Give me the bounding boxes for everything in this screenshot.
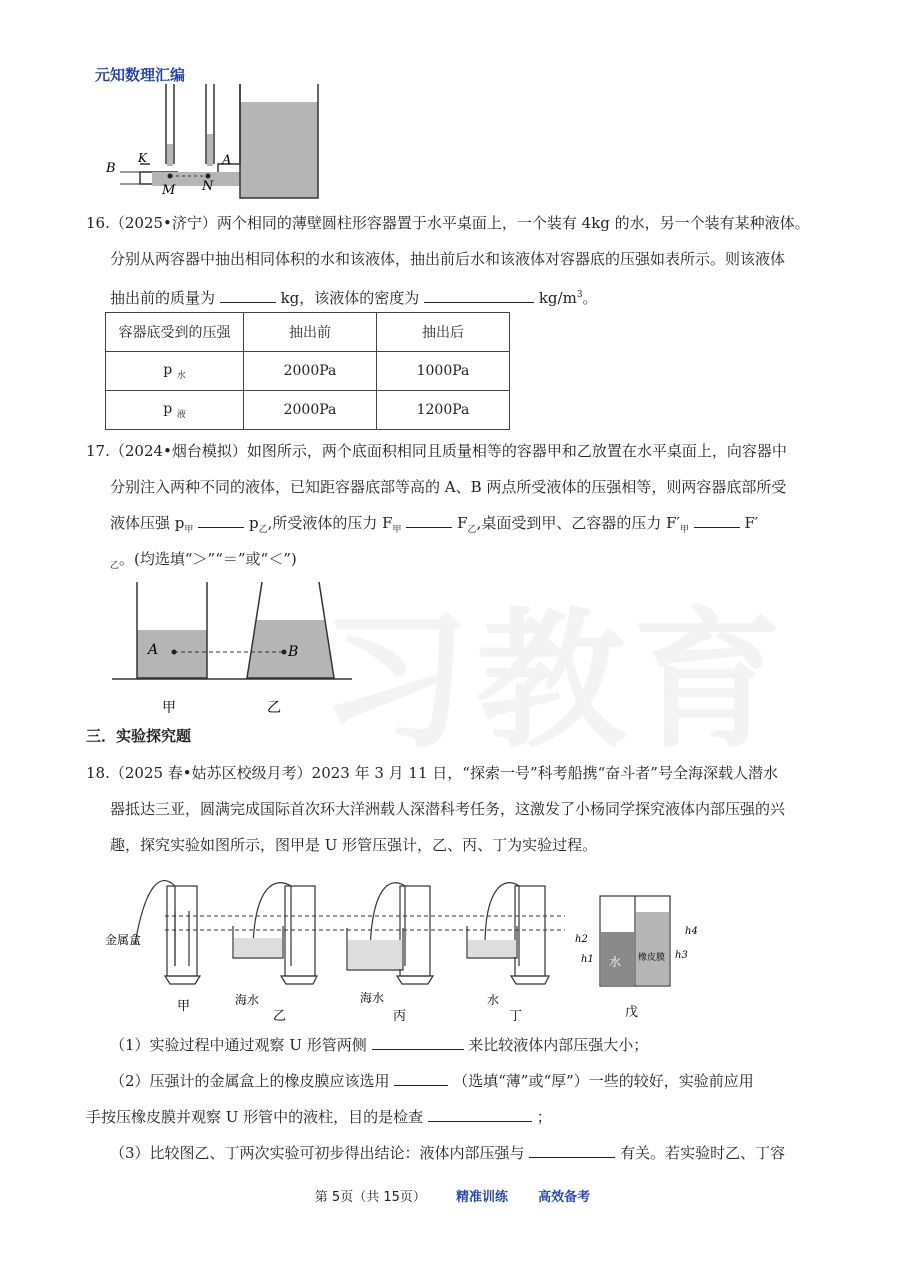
table-cell: p $_水$	[106, 352, 244, 391]
answer-blank[interactable]	[220, 288, 276, 303]
answer-blank[interactable]	[424, 288, 534, 303]
label-yi: 乙	[273, 1009, 287, 1024]
table-header: 抽出后	[377, 313, 510, 352]
table-row	[106, 391, 510, 430]
answer-blank[interactable]	[406, 513, 452, 528]
answer-blank[interactable]	[428, 1107, 532, 1122]
label-seawater-2: 海水	[360, 991, 385, 1005]
q17-line2: 分别注入两种不同的液体，已知距容器底部等高的 A、B 两点所受液体的压强相等，则两容器底部所受	[110, 478, 787, 496]
label-membrane: 橡皮膜	[638, 953, 666, 963]
label-jia: 甲	[162, 700, 176, 716]
label-ding: 丁	[509, 1009, 523, 1024]
q18-p1: （1）实验过程中通过观察 U 形管两侧 来比较液体内部压强大小；	[110, 1036, 649, 1054]
q17-line4: $_乙$。(均选填“＞”“＝”或“＜”)	[110, 550, 297, 571]
table-header: 抽出前	[244, 313, 377, 352]
label-a: A	[222, 153, 232, 168]
label-b: B	[106, 161, 116, 176]
q18-p2: （2）压强计的金属盒上的橡皮膜应该选用 （选填“薄”或“厚”）一些的较好，实验前应用	[110, 1072, 754, 1090]
table-cell: 1000Pa	[377, 352, 510, 391]
pressure-table	[105, 312, 510, 430]
q18-line2: 器抵达三亚，圆满完成国际首次环大洋洲载人深潜科考任务，这激发了小杨同学探究液体内部压强的兴	[110, 800, 786, 818]
table-row	[106, 352, 510, 391]
label-water: 水	[487, 993, 500, 1007]
table-header-row	[106, 313, 510, 352]
table-cell: 1200Pa	[377, 391, 510, 430]
label-seawater-1: 海水	[235, 993, 260, 1007]
table-cell: 2000Pa	[244, 352, 377, 391]
u-tube-experiment-figure	[105, 866, 705, 1026]
q16-line2: 分别从两容器中抽出相同体积的水和该液体，抽出前后水和该液体对容器底的压强如表所示。则该液体	[110, 250, 786, 268]
answer-blank[interactable]	[372, 1035, 464, 1050]
label-wu: 戊	[625, 1005, 639, 1020]
brand-header: 元知数理汇编	[95, 66, 186, 84]
label-metal-box: 金属盒	[105, 933, 142, 947]
q18-line3: 趣，探究实验如图所示，图甲是 U 形管压强计，乙、丙、丁为实验过程。	[110, 836, 598, 854]
label-h4: h4	[685, 926, 698, 937]
section-title: 三．实验探究题	[86, 727, 192, 745]
q16-line1: 16.（2025•济宁）两个相同的薄壁圆柱形容器置于水平桌面上，一个装有 4kg 的水，另一个装有某种液体。	[86, 214, 810, 232]
label-h2: h2	[575, 934, 588, 945]
answer-blank[interactable]	[529, 1143, 615, 1158]
label-water-in-box: 水	[609, 955, 622, 969]
label-jia: 甲	[177, 999, 191, 1014]
table-cell: p $_液$	[106, 391, 244, 430]
answer-blank[interactable]	[198, 513, 244, 528]
label-n: N	[202, 179, 214, 194]
label-bing: 丙	[393, 1009, 407, 1024]
containers-figure	[112, 578, 362, 718]
q17-line1: 17.（2024•烟台模拟）如图所示，两个底面积相同且质量相等的容器甲和乙放置在水平桌面上，向容器中	[86, 442, 787, 460]
label-h3: h3	[675, 950, 688, 961]
label-a: A	[148, 642, 159, 658]
q16-line3: 抽出前的质量为 kg，该液体的密度为 $kg/m^3$。	[110, 289, 598, 307]
q17-line3: 液体压强 $p_甲$ $p_乙$,所受液体的压力 $F_甲$ $F_乙$,桌面受到甲、乙容器的压力 $F'_甲$ F′	[110, 514, 759, 535]
answer-blank[interactable]	[694, 513, 740, 528]
page-footer: 第 5页（共 15页） 精准训练 高效备考	[314, 1190, 591, 1205]
answer-blank[interactable]	[394, 1071, 448, 1086]
connected-vessel-figure	[100, 84, 330, 204]
q18-p2-cont: 手按压橡皮膜并观察 U 形管中的液柱，目的是检查 ；	[86, 1108, 552, 1126]
q18-p3: （3）比较图乙、丁两次实验可初步得出结论：液体内部压强与 有关。若实验时乙、丁容	[110, 1144, 786, 1162]
table-header: 容器底受到的压强	[106, 313, 244, 352]
label-b: B	[288, 644, 299, 660]
table-cell: 2000Pa	[244, 391, 377, 430]
label-k: K	[138, 151, 147, 165]
q18-line1: 18.（2025 春•姑苏区校级月考）2023 年 3 月 11 日，“探索一号”科考船携“奋斗者”号全海深载人潜水	[86, 764, 778, 782]
label-yi: 乙	[267, 700, 281, 716]
label-h1: h1	[581, 954, 594, 965]
label-m: M	[162, 183, 176, 198]
